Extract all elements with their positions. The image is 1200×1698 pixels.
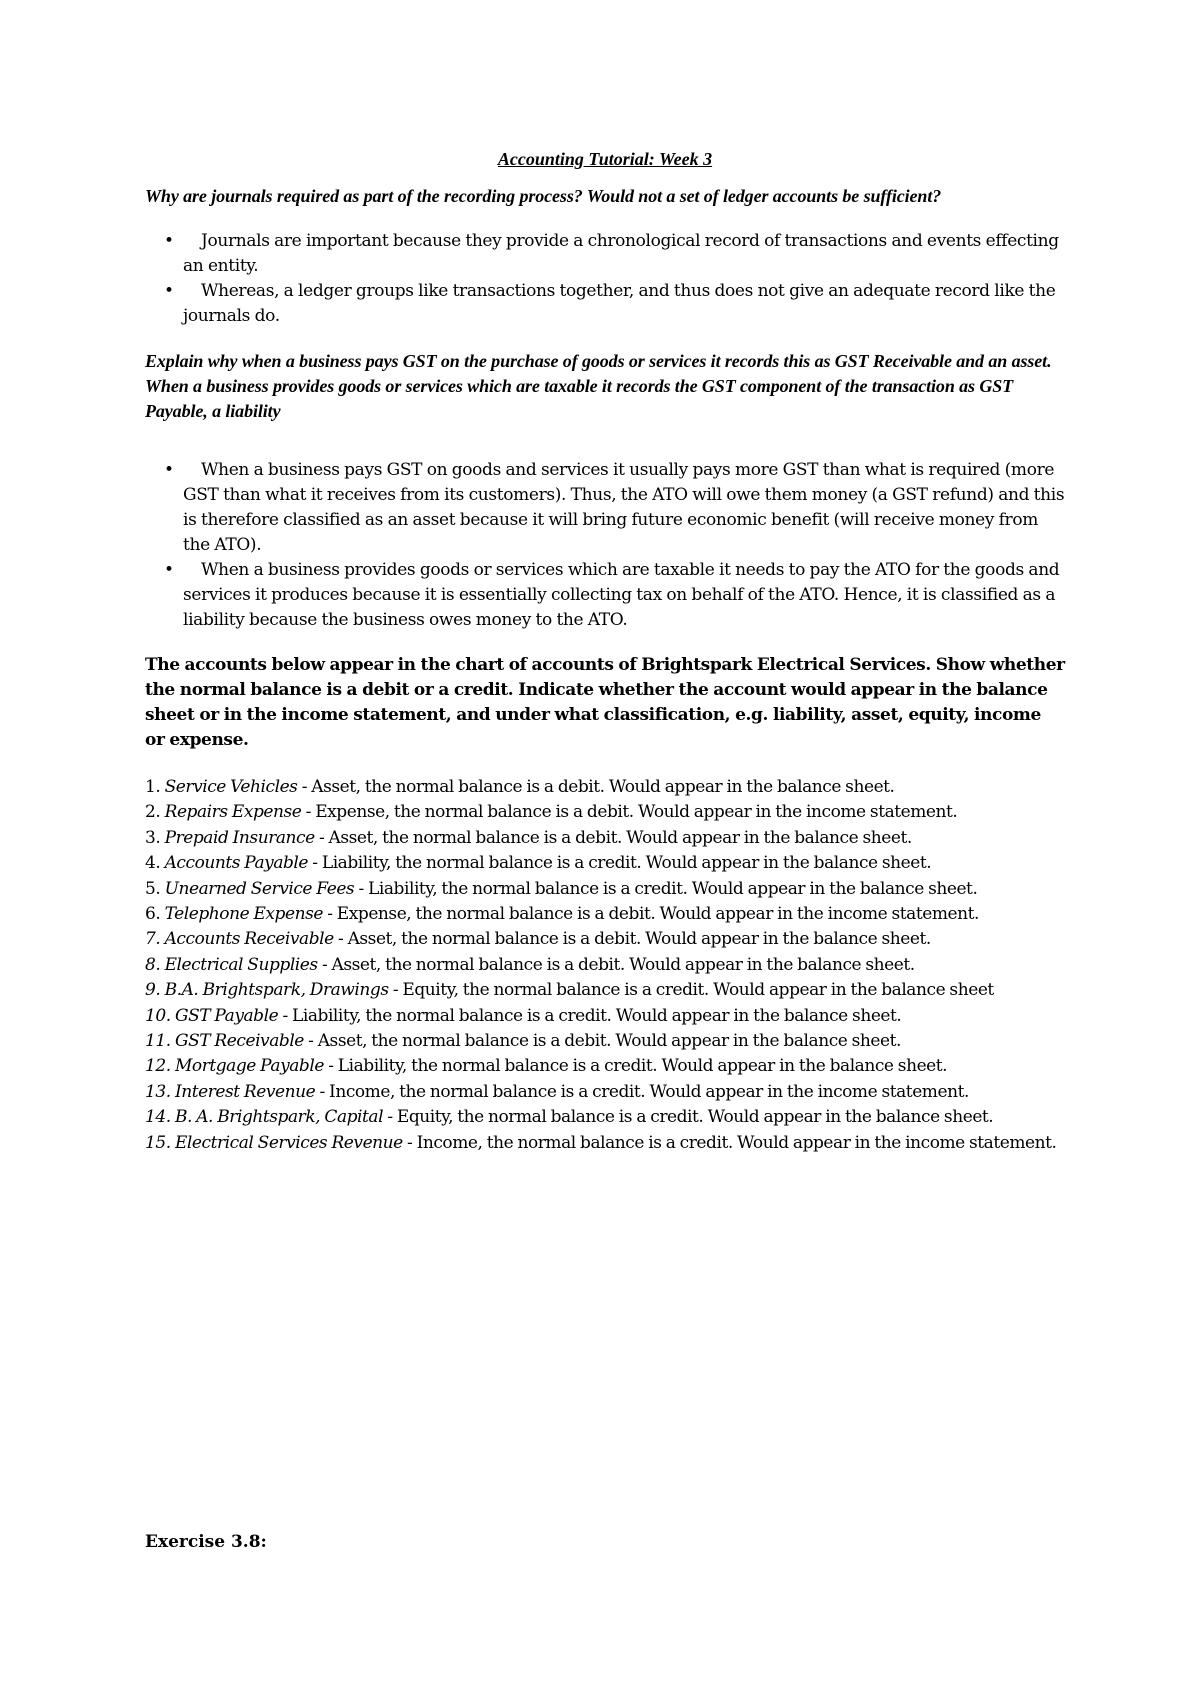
account-description: - Expense, the normal balance is a debit. Would appear in the income statement.: [301, 802, 958, 823]
account-name: Mortgage Payable: [174, 1056, 324, 1077]
account-name: Accounts Receivable: [164, 929, 334, 950]
account-description: - Income, the normal balance is a credit. Would appear in the income statement.: [315, 1081, 969, 1102]
bullet-icon: •: [164, 281, 174, 301]
bullet-icon: •: [164, 560, 174, 580]
account-number: 4.: [145, 853, 161, 874]
account-name: Unearned Service Fees: [164, 878, 355, 899]
account-description: - Equity, the normal balance is a credit. Would appear in the balance sheet.: [383, 1107, 994, 1128]
account-number: 11.: [145, 1031, 171, 1052]
account-number: 15.: [145, 1132, 171, 1153]
question-2: Explain why when a business pays GST on the purchase of goods or services it records this as GST Receivable and an asset. When a business provides goods or services which are taxable it records the GST component of the transaction as GST Payable, a liability: [145, 351, 1052, 421]
account-number: 10.: [145, 1005, 171, 1026]
account-item: [145, 1131, 1065, 1156]
document-body: [145, 146, 1065, 1156]
page-title: Accounting Tutorial: Week 3: [497, 149, 713, 169]
list-item: [145, 558, 1065, 633]
account-description: - Equity, the normal balance is a credit. Would appear in the balance sheet: [388, 980, 994, 1001]
account-item: [145, 826, 1065, 851]
account-item: [145, 1054, 1065, 1079]
account-name: Telephone Expense: [164, 904, 323, 925]
answer-text: When a business provides goods or services which are taxable it needs to pay the ATO for the goods and services it produces because it is essentially collecting tax on behalf of the ATO. Hence, it is classified as a liability because the business owes money to the ATO.: [183, 560, 1060, 630]
account-name: Electrical Services Revenue: [174, 1132, 403, 1153]
account-name: Service Vehicles: [164, 777, 298, 797]
account-description: - Liability, the normal balance is a credit. Would appear in the balance sheet.: [278, 1005, 902, 1026]
account-number: 13.: [145, 1081, 171, 1102]
answer-text: When a business pays GST on goods and services it usually pays more GST than what is required (more GST than what it receives from its customers). Thus, the ATO will owe them money (a GST refund) and this is therefore classified as an asset because it will bring future economic benefit (will receive money from the ATO).: [183, 460, 1065, 555]
question-3: The accounts below appear in the chart of accounts of Brightspark Electrical Services. Show whether the normal balance is a debit or a credit. Indicate whether the account would appear in the balance sheet or in the income statement, and under what classification, e.g. liability, asset, equity, income or expense.: [145, 655, 1065, 750]
account-name: B. A. Brightspark, Capital: [174, 1107, 384, 1128]
account-name: B.A. Brightspark, Drawings: [164, 980, 389, 1001]
account-number: 7.: [145, 929, 161, 950]
account-name: GST Payable: [174, 1005, 279, 1026]
list-item: [145, 279, 1065, 329]
account-description: - Liability, the normal balance is a credit. Would appear in the balance sheet.: [308, 853, 932, 874]
account-name: Interest Revenue: [174, 1081, 316, 1102]
account-item: [145, 800, 1065, 825]
account-number: 1.: [145, 777, 161, 797]
answer-list-2: [145, 458, 1065, 633]
account-description: - Asset, the normal balance is a debit. Would appear in the balance sheet.: [317, 954, 915, 975]
exercise-heading: Exercise 3.8:: [145, 1532, 267, 1552]
list-item: [145, 458, 1065, 558]
bullet-icon: •: [164, 460, 174, 480]
account-name: Accounts Payable: [164, 853, 309, 874]
account-description: - Liability, the normal balance is a credit. Would appear in the balance sheet.: [323, 1056, 948, 1077]
account-item: [145, 953, 1065, 978]
account-number: 5.: [145, 878, 161, 899]
account-name: GST Receivable: [174, 1031, 304, 1052]
answer-list-1: [145, 229, 1065, 329]
question-1: Why are journals required as part of the recording process? Would not a set of ledger accounts be sufficient?: [145, 186, 942, 206]
account-description: - Liability, the normal balance is a credit. Would appear in the balance sheet.: [354, 878, 978, 899]
accounts-list: [145, 775, 1065, 1156]
account-description: - Income, the normal balance is a credit. Would appear in the income statement.: [402, 1132, 1057, 1153]
account-item: [145, 902, 1065, 927]
account-number: 6.: [145, 904, 161, 925]
bullet-icon: •: [164, 231, 174, 251]
account-name: Repairs Expense: [164, 802, 302, 823]
account-item: [145, 851, 1065, 876]
account-description: - Asset, the normal balance is a debit. Would appear in the balance sheet.: [333, 929, 931, 950]
account-description: - Asset, the normal balance is a debit. Would appear in the balance sheet.: [303, 1031, 901, 1052]
account-item: [145, 1029, 1065, 1054]
account-item: [145, 1105, 1065, 1130]
answer-text: Journals are important because they provide a chronological record of transactions and events effecting an entity.: [183, 231, 1059, 276]
account-name: Electrical Supplies: [164, 954, 318, 975]
account-description: - Asset, the normal balance is a debit. Would appear in the balance sheet.: [314, 827, 912, 848]
account-item: [145, 775, 1065, 800]
account-item: [145, 1004, 1065, 1029]
account-number: 12.: [145, 1056, 171, 1077]
account-number: 8.: [145, 954, 161, 975]
account-number: 14.: [145, 1107, 171, 1128]
account-item: [145, 877, 1065, 902]
account-item: [145, 1080, 1065, 1105]
account-description: - Expense, the normal balance is a debit. Would appear in the income statement.: [322, 904, 979, 925]
account-number: 3.: [145, 827, 161, 848]
list-item: [145, 229, 1065, 279]
account-name: Prepaid Insurance: [164, 827, 315, 848]
account-number: 2.: [145, 802, 161, 823]
account-number: 9.: [145, 980, 161, 1001]
account-item: [145, 927, 1065, 952]
answer-text: Whereas, a ledger groups like transactions together, and thus does not give an adequate record like the journals do.: [183, 281, 1056, 326]
account-description: - Asset, the normal balance is a debit. Would appear in the balance sheet.: [297, 777, 895, 797]
account-item: [145, 978, 1065, 1003]
